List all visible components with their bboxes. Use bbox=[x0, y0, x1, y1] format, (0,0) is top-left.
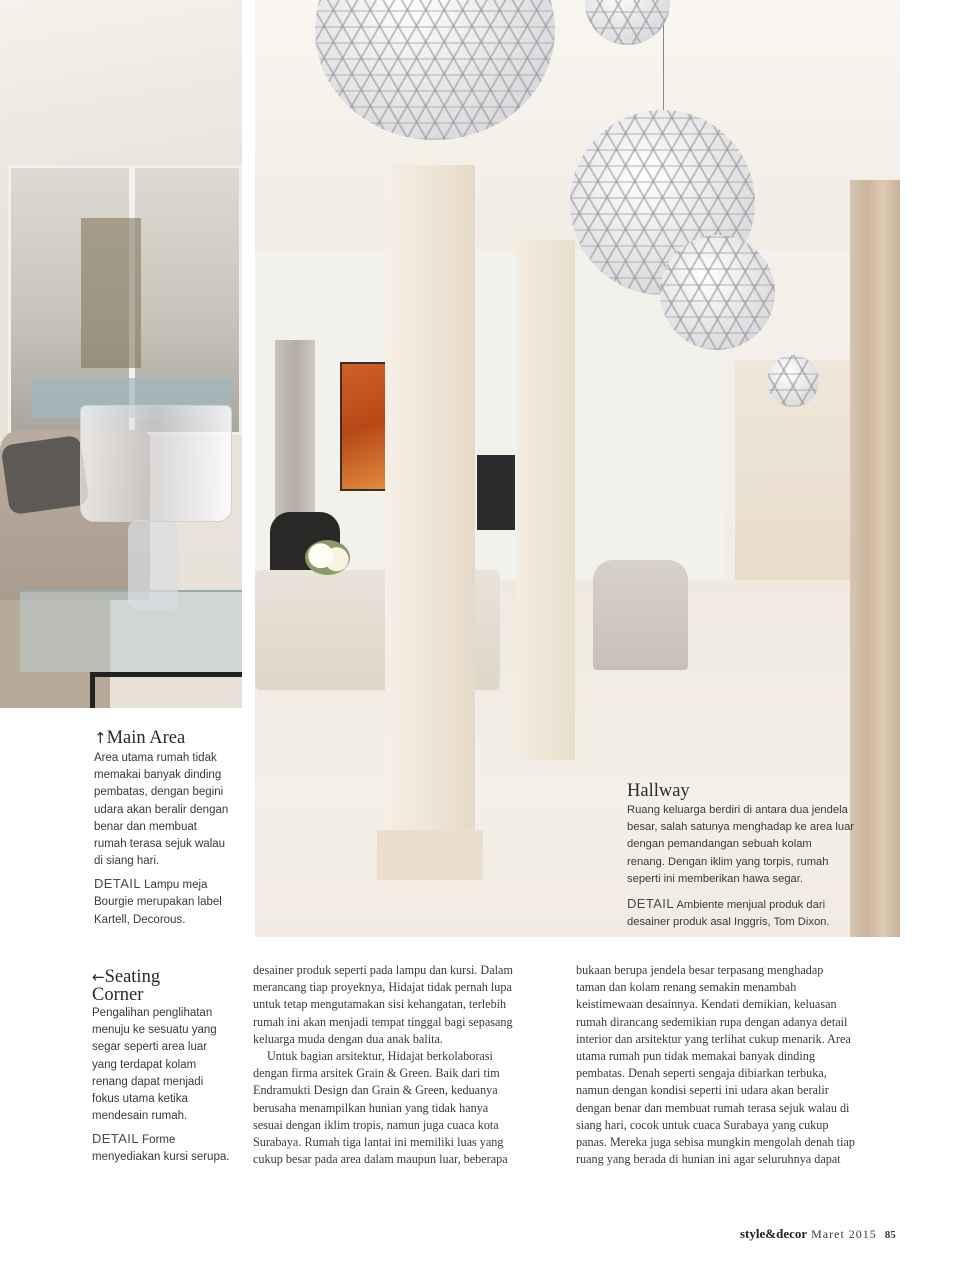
glass-window bbox=[8, 165, 242, 435]
arrow-up-icon: ↑ bbox=[94, 729, 107, 747]
bourgie-table-lamp bbox=[80, 405, 232, 522]
column-back bbox=[517, 240, 575, 760]
hallway-heading: Hallway bbox=[627, 781, 690, 801]
photo-hallway bbox=[255, 0, 900, 937]
seating-corner-heading: ←Seating Corner bbox=[92, 967, 161, 1005]
page-footer bbox=[740, 1226, 896, 1242]
main-area-detail: DETAIL Lampu meja Bourgie merupakan label Kartell, Decorous. bbox=[94, 876, 222, 926]
pendant-lamp-small bbox=[660, 235, 775, 350]
hallway-text: Ruang keluarga berdiri di antara dua jendela besar, salah satunya menghadap ke area luar dengan pemandangan sebuah kolam renang. Dengan iklim yang torpis, rumah seperti ini memberikan hawa segar. bbox=[627, 804, 855, 885]
garden-view bbox=[81, 218, 141, 368]
television bbox=[477, 455, 515, 530]
detail-label: DETAIL bbox=[92, 1131, 139, 1146]
detail-label: DETAIL bbox=[94, 876, 141, 891]
armchair bbox=[593, 560, 688, 670]
pendant-lamp-distant bbox=[767, 355, 819, 407]
column-front bbox=[385, 165, 475, 880]
column-base bbox=[377, 830, 483, 880]
detail-label: DETAIL bbox=[627, 896, 674, 911]
arrow-left-icon: ← bbox=[92, 968, 105, 986]
page-number: 85 bbox=[884, 1229, 896, 1241]
wall-artwork bbox=[340, 362, 388, 491]
article-column-1: desainer produk seperti pada lampu dan kursi. Dalam merancang tiap proyeknya, Hidajat tidak pernah lupa untuk tetap mengutamakan sisi kehangatan, terlebih rumah ini akan menjadi tempat tinggal bagi sepasang keluarga muda dengan dua anak balita. Untuk bagian arsitektur, Hidajat berkolaborasi dengan firma arsitek Grain & Green. Baik dari tim Endramukti Design dan Grain & Green, keduanya berusaha menampilkan hunian yang tidak hanya sesuai dengan iklim tropis, namun juga cuaca kota Surabaya. Rumah tiga lantai ini memiliki luas yang cukup besar pada area dalam maupun luar, beberapa bbox=[253, 963, 513, 1167]
hallway-detail: DETAIL Ambiente menjual produk dari desainer produk asal Inggris, Tom Dixon. bbox=[627, 896, 830, 929]
flower-arrangement bbox=[305, 540, 350, 575]
seating-corner-detail: DETAIL Forme menyediakan kursi serupa. bbox=[92, 1131, 230, 1164]
main-area-text: Area utama rumah tidak memakai banyak dinding pembatas, dengan begini udara akan beralir dengan benar dan membuat rumah terasa sejuk walau di siang hari. bbox=[94, 752, 229, 868]
seating-corner-text: Pengalihan penglihatan menuju ke sesuatu yang segar seperti area luar yang terdapat kolam renang dapat menjadi fokus utama ketika mendesain rumah. bbox=[92, 1007, 217, 1123]
ceiling bbox=[0, 0, 242, 170]
lamp-base bbox=[128, 520, 178, 610]
issue-date: Maret 2015 bbox=[811, 1227, 877, 1241]
article-column-2: bukaan berupa jendela besar terpasang menghadap taman dan kolam renang semakin menambah keistimewaan desainnya. Kendati demikian, keluasan rumah dirancang sedemikian rupa dengan adanya detail interior dan arsitektur yang terlihat cukup menarik. Area utama rumah pun tidak memakai banyak dinding pembatas. Denah seperti sengaja dibiarkan terbuka, namun dengan kondisi seperti ini udara akan beralir dengan benar dan membuat rumah terasa sejuk walau di siang hari, cocok untuk cuaca Surabaya yang cukup panas. Mereka juga sebisa mungkin mengolah denah tiap ruang yang berada di hunian ini agar seluruhnya dapat bbox=[576, 963, 855, 1167]
magazine-logo: style&decor bbox=[740, 1226, 808, 1241]
table-legs bbox=[90, 672, 242, 708]
photo-main-area-living-room bbox=[0, 0, 242, 708]
cushion bbox=[1, 435, 90, 515]
main-area-heading: ↑Main Area bbox=[94, 728, 186, 748]
